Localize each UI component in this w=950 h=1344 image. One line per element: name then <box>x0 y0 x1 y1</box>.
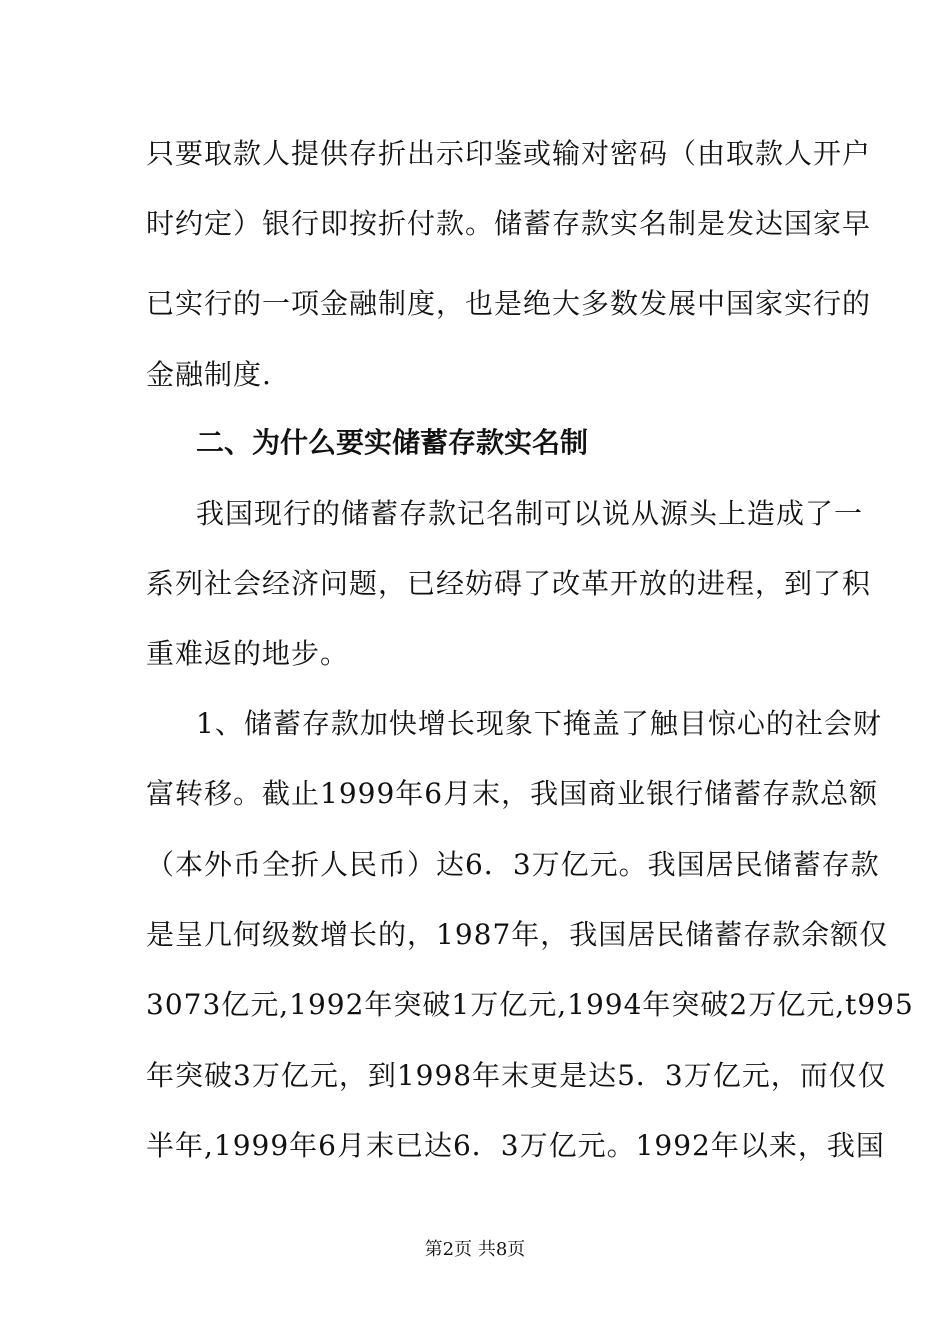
body-text-line: 已实行的一项金融制度，也是绝大多数发展中国家实行的 <box>146 287 872 320</box>
body-text-line: 时约定）银行即按折付款。储蓄存款实名制是发达国家早 <box>146 207 872 240</box>
body-text-line: 只要取款人提供存折出示印鉴或输对密码（由取款人开户 <box>146 137 872 170</box>
body-text-line: 系列社会经济问题，已经妨碍了改革开放的进程，到了积 <box>146 567 872 600</box>
body-text-line: 是呈几何级数增长的，1987年，我国居民储蓄存款余额仅 <box>146 918 889 951</box>
body-text-line: （本外币全折人民币）达6．3万亿元。我国居民储蓄存款 <box>146 848 880 881</box>
body-text-line: 我国现行的储蓄存款记名制可以说从源头上造成了一 <box>196 497 864 530</box>
body-text-line: 金融制度. <box>146 358 272 391</box>
body-text-line: 重难返的地步。 <box>146 637 350 670</box>
section-heading: 二、为什么要实储蓄存款实名制 <box>196 426 589 459</box>
page-number-footer: 第2页 共8页 <box>424 1239 526 1260</box>
body-text-line: 半年,1999年6月末已达6．3万亿元。1992年以来，我国 <box>146 1129 885 1162</box>
body-text-line: 富转移。截止1999年6月末，我国商业银行储蓄存款总额 <box>146 777 879 810</box>
body-text-line: 年突破3万亿元，到1998年末更是达5．3万亿元，而仅仅 <box>146 1059 887 1092</box>
body-text-line: 1、储蓄存款加快增长现象下掩盖了触目惊心的社会财 <box>196 707 882 740</box>
body-text-line: 3073亿元,1992年突破1万亿元,1994年突破2万亿元,t995 <box>146 988 914 1021</box>
